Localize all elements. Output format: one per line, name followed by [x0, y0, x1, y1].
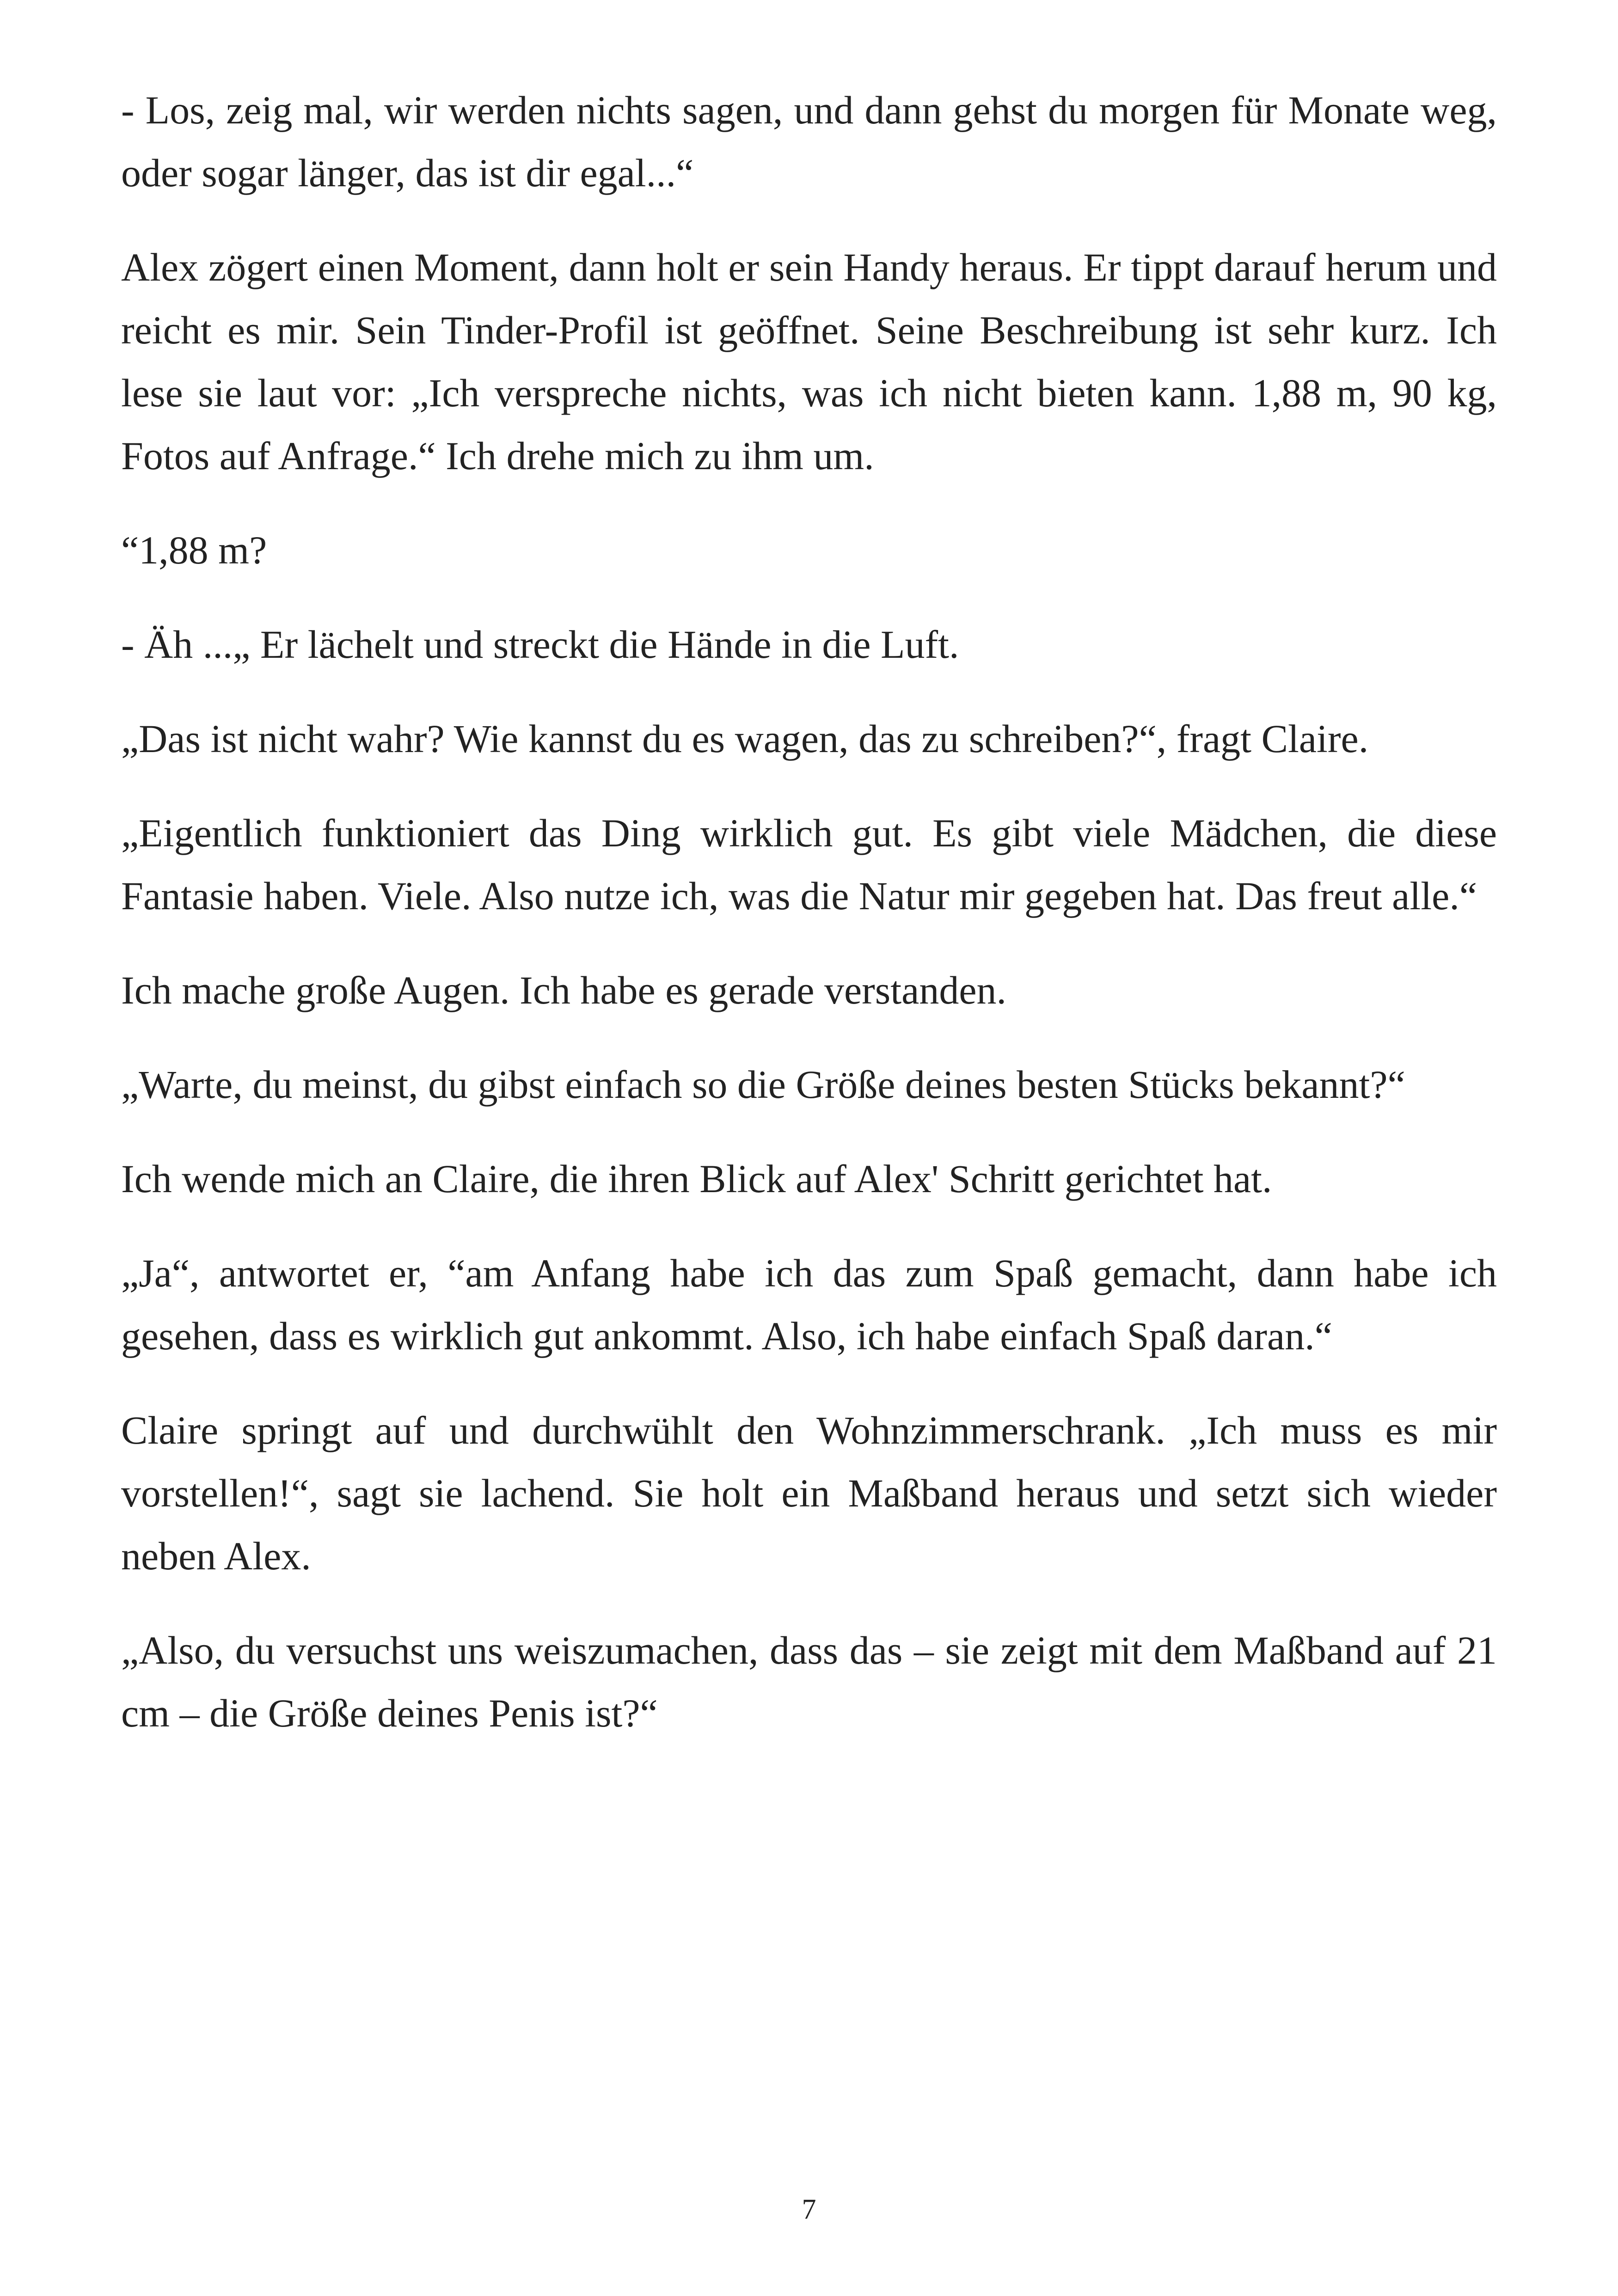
- paragraph-2: Alex zögert einen Moment, dann holt er sein Handy heraus. Er tippt darauf herum und reicht es mir. Sein Tinder-Profil ist geöffnet. Seine Beschreibung ist sehr kurz. Ich lese sie laut vor: „Ich verspreche nichts, was ich nicht bieten kann. 1,88 m, 90 kg, Fotos auf Anfrage.“ Ich drehe mich zu ihm um.: [121, 245, 1497, 478]
- paragraph-7: Ich mache große Augen. Ich habe es gerade verstanden.: [121, 968, 1007, 1012]
- paragraph-6: „Eigentlich funktioniert das Ding wirklich gut. Es gibt viele Mädchen, die diese Fantasie haben. Viele. Also nutze ich, was die Natur mir gegeben hat. Das freut alle.“: [121, 811, 1497, 918]
- paragraph-11: Claire springt auf und durchwühlt den Wohnzimmerschrank. „Ich muss es mir vorstellen!“, sagt sie lachend. Sie holt ein Maßband heraus und setzt sich wieder neben Alex.: [121, 1408, 1497, 1578]
- paragraph-9: Ich wende mich an Claire, die ihren Blick auf Alex' Schritt gerichtet hat.: [121, 1157, 1272, 1201]
- paragraph-1: - Los, zeig mal, wir werden nichts sagen, und dann gehst du morgen für Monate weg, oder sogar länger, das ist dir egal...“: [121, 88, 1497, 195]
- paragraph-12: „Also, du versuchst uns weiszumachen, dass das – sie zeigt mit dem Maßband auf 21 cm – die Größe deines Penis ist?“: [121, 1628, 1497, 1735]
- paragraph-5: „Das ist nicht wahr? Wie kannst du es wagen, das zu schreiben?“, fragt Claire.: [121, 716, 1369, 761]
- page-number: 7: [802, 2194, 816, 2225]
- paragraph-8: „Warte, du meinst, du gibst einfach so die Größe deines besten Stücks bekannt?“: [121, 1062, 1405, 1107]
- paragraph-3: “1,88 m?: [121, 528, 267, 572]
- paragraph-4: - Äh ...„ Er lächelt und streckt die Hände in die Luft.: [121, 622, 959, 667]
- page-body: [121, 79, 1497, 1776]
- paragraph-10: „Ja“, antwortet er, “am Anfang habe ich das zum Spaß gemacht, dann habe ich gesehen, dass es wirklich gut ankommt. Also, ich habe einfach Spaß daran.“: [121, 1251, 1497, 1358]
